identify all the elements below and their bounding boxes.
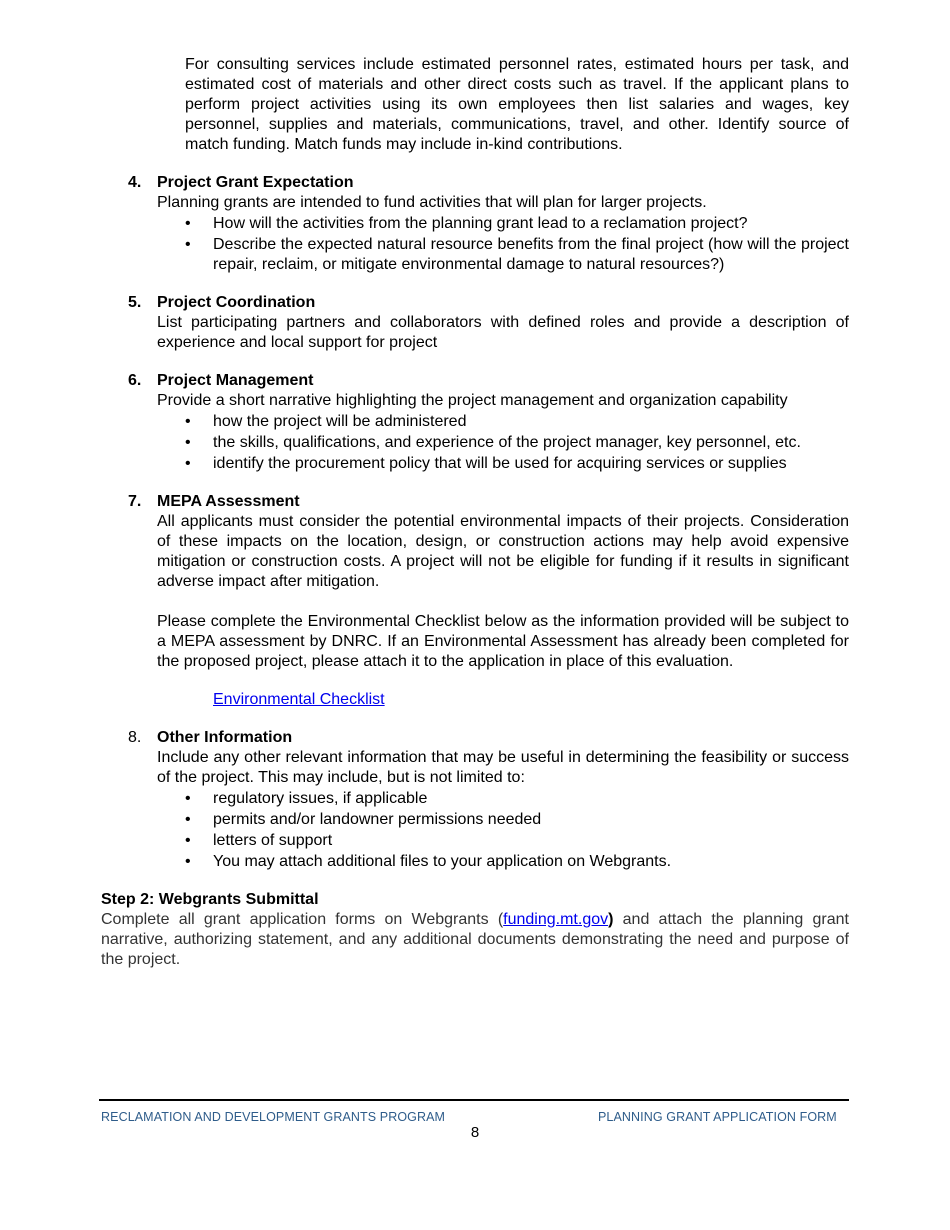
bullet-icon: • <box>185 413 191 430</box>
list-item <box>157 214 849 234</box>
section-text-secondary: Please complete the Environmental Checklist below as the information provided will be subject to a MEPA assessment by DNRC. If an Environmental Assessment has already been completed for the proposed project, please attach it to the application in place of this evaluation. <box>157 613 849 670</box>
section-number: 8. <box>128 729 142 746</box>
list-item-text: the skills, qualifications, and experience of the project manager, key personnel, etc. <box>213 434 801 451</box>
section-project-coordination <box>101 293 849 353</box>
list-item <box>157 412 849 432</box>
list-item-text: How will the activities from the planning grant lead to a reclamation project? <box>213 215 748 232</box>
list-item-text: how the project will be administered <box>213 413 467 430</box>
bullet-icon: • <box>185 215 191 232</box>
funding-mt-gov-link[interactable]: funding.mt.gov <box>503 911 609 928</box>
bullet-icon: • <box>185 434 191 451</box>
section-text: Planning grants are intended to fund activities that will plan for larger projects. <box>157 194 707 211</box>
section-number: 4. <box>128 174 142 191</box>
list-item-text: permits and/or landowner permissions needed <box>213 811 542 828</box>
bullet-list <box>157 789 849 872</box>
bullet-icon: • <box>185 832 191 849</box>
bullet-list <box>157 214 849 275</box>
section-title: Project Coordination <box>157 294 316 311</box>
bullet-icon: • <box>185 853 191 870</box>
bullet-icon: • <box>185 811 191 828</box>
closing-paren: ) <box>608 911 614 928</box>
section-project-management <box>101 371 849 474</box>
step-text-before: Complete all grant application forms on Webgrants ( <box>101 911 504 928</box>
intro-paragraph: For consulting services include estimated personnel rates, estimated hours per task, and estimated cost of materials and other direct costs such as travel. If the applicant plans to perform project activities using its own employees then list salaries and wages, key personnel, supplies and materials, communications, travel, and other. Identify source of match funding. Match funds may include in-kind contributions. <box>185 56 849 153</box>
bullet-icon: • <box>185 236 191 253</box>
section-text: Provide a short narrative highlighting the project management and organization capability <box>157 392 788 409</box>
section-number: 6. <box>128 372 142 389</box>
list-item <box>157 810 849 830</box>
list-item-text: letters of support <box>213 832 333 849</box>
section-number: 5. <box>128 294 142 311</box>
section-number: 7. <box>128 493 142 510</box>
document-body <box>101 55 849 970</box>
section-title: MEPA Assessment <box>157 493 300 510</box>
list-item-text: identify the procurement policy that will be used for acquiring services or supplies <box>213 455 787 472</box>
environmental-checklist-link[interactable]: Environmental Checklist <box>213 691 385 708</box>
list-item-text: Describe the expected natural resource benefits from the final project (how will the project repair, reclaim, or mitigate environmental damage to natural resources?) <box>213 236 849 273</box>
footer-form-name: PLANNING GRANT APPLICATION FORM <box>598 1110 837 1124</box>
step-text <box>101 910 849 970</box>
environmental-checklist-link-row <box>213 690 849 710</box>
bullet-icon: • <box>185 455 191 472</box>
section-text: Include any other relevant information that may be useful in determining the feasibility or success of the project. This may include, but is not limited to: <box>157 749 849 786</box>
footer-divider <box>99 1099 849 1101</box>
step-title: Step 2: Webgrants Submittal <box>101 891 319 908</box>
footer-program-name: RECLAMATION AND DEVELOPMENT GRANTS PROGRAM <box>101 1110 446 1124</box>
section-title: Project Management <box>157 372 314 389</box>
bullet-list <box>157 412 849 474</box>
list-item-text: You may attach additional files to your application on Webgrants. <box>213 853 672 870</box>
bullet-icon: • <box>185 790 191 807</box>
section-project-grant-expectation <box>101 173 849 275</box>
list-item <box>157 235 849 275</box>
list-item <box>157 789 849 809</box>
section-text: List participating partners and collaborators with defined roles and provide a description of experience and local support for project <box>157 314 849 351</box>
section-other-information <box>101 728 849 872</box>
spacer <box>157 592 849 612</box>
list-item <box>157 831 849 851</box>
section-text: All applicants must consider the potential environmental impacts of their projects. Consideration of these impacts on the location, design, or construction actions may help avoid expensive mitigation or construction costs. A project will not be eligible for funding if it results in significant adverse impact after mitigation. <box>157 513 849 590</box>
page-number: 8 <box>470 1124 480 1141</box>
section-title: Other Information <box>157 729 293 746</box>
section-mepa-assessment <box>101 492 849 710</box>
list-item-text: regulatory issues, if applicable <box>213 790 428 807</box>
section-title: Project Grant Expectation <box>157 174 354 191</box>
list-item <box>157 433 849 453</box>
list-item <box>157 454 849 474</box>
step-text-after: and attach the planning grant narrative, authorizing statement, and any additional documents demonstrating the need and purpose of the project. <box>101 911 849 968</box>
step-2-block <box>101 890 849 970</box>
list-item <box>157 852 849 872</box>
